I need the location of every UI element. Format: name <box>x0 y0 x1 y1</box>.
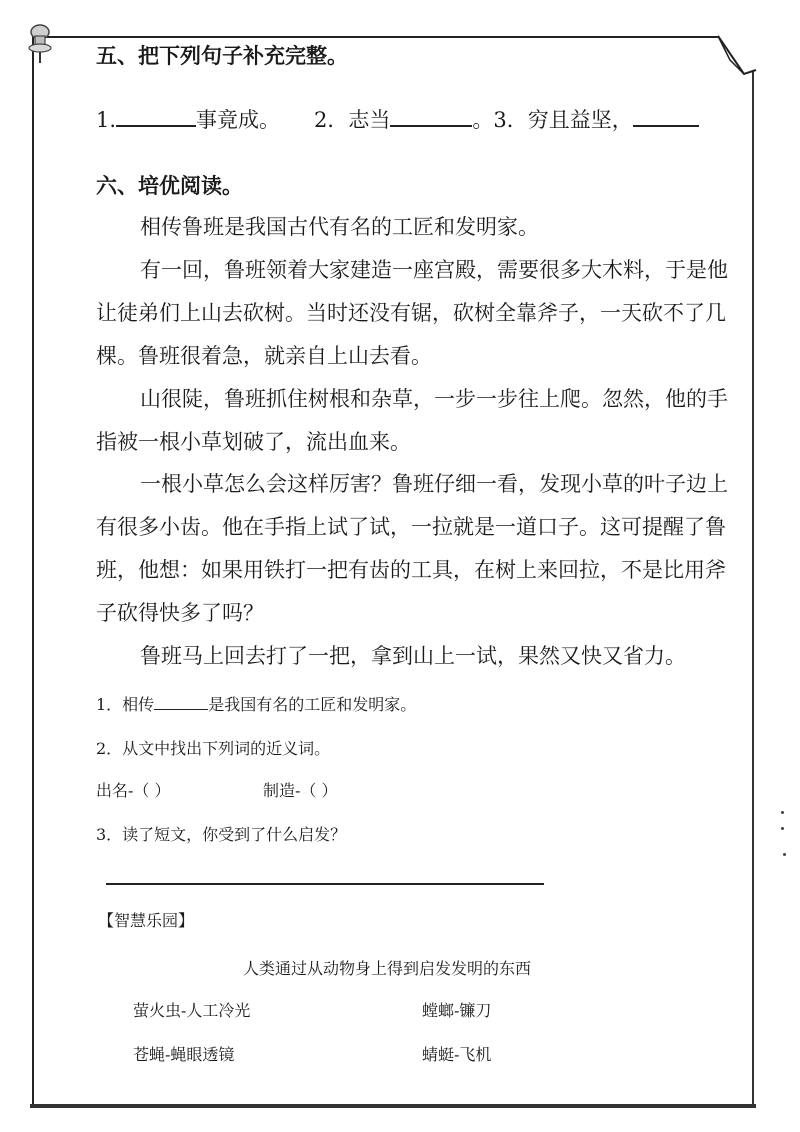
scan-speck <box>783 853 786 856</box>
pushpin-icon <box>26 22 54 64</box>
page-border-bottom <box>30 1104 756 1108</box>
reading-q3: 3．读了短文，你受到了什么启发？ <box>96 825 347 844</box>
page-border-left <box>32 36 34 1104</box>
reading-q1 <box>96 692 416 715</box>
q2-suffix: 。 <box>472 108 494 132</box>
passage-line: 山很陡，鲁班抓住树根和杂草，一步一步往上爬。忽然，他的手 <box>140 387 728 411</box>
q2-prefix: 2．志当 <box>314 108 391 132</box>
wisdom-item: 苍蝇-蝇眼透镜 <box>133 1045 235 1064</box>
synonym-chuming[interactable]: 出名-（ ） <box>96 781 171 800</box>
reading-q1-blank[interactable] <box>154 693 208 710</box>
passage-line: 指被一根小草划破了，流出血来。 <box>96 430 411 454</box>
passage-line: 一根小草怎么会这样厉害？鲁班仔细一看，发现小草的叶子边上 <box>140 472 728 496</box>
reading-q1-prefix: 1．相传 <box>96 695 155 714</box>
passage-line: 相传鲁班是我国古代有名的工匠和发明家。 <box>140 215 539 239</box>
wisdom-subtitle: 人类通过从动物身上得到启发发明的东西 <box>243 959 532 978</box>
reading-q1-suffix: 是我国有名的工匠和发明家。 <box>208 695 417 714</box>
passage-line: 子砍得快多了吗？ <box>96 601 264 625</box>
q2-blank[interactable] <box>390 105 472 127</box>
synonym-zhizao[interactable]: 制造-（ ） <box>263 781 338 800</box>
q3-prefix: 3．穷且益坚， <box>493 108 633 132</box>
section6-title: 六、培优阅读。 <box>96 174 243 198</box>
scan-speck <box>781 811 784 814</box>
q1-prefix: 1. <box>96 108 117 132</box>
page-corner-fold-icon <box>700 30 760 80</box>
q1-blank[interactable] <box>116 105 196 127</box>
fill-sentence-row <box>96 104 699 134</box>
wisdom-item: 萤火虫-人工冷光 <box>133 1001 251 1020</box>
q1-suffix: 事竟成。 <box>196 108 281 132</box>
passage-line: 鲁班马上回去打了一把，拿到山上一试，果然又快又省力。 <box>140 644 686 668</box>
passage-line: 让徒弟们上山去砍树。当时还没有锯，砍树全靠斧子，一天砍不了几 <box>96 301 726 325</box>
wisdom-title: 【智慧乐园】 <box>98 911 195 930</box>
reading-q2: 2．从文中找出下列词的近义词。 <box>96 739 331 758</box>
page-border-right <box>752 70 754 1106</box>
section5-title: 五、把下列句子补充完整。 <box>96 44 348 68</box>
passage-line: 有一回，鲁班领着大家建造一座宫殿，需要很多大木料，于是他 <box>140 258 728 282</box>
passage-line: 有很多小齿。他在手指上试了试，一拉就是一道口子。这可提醒了鲁 <box>96 515 726 539</box>
wisdom-item: 蜻蜓-飞机 <box>422 1045 492 1064</box>
q3-blank[interactable] <box>633 105 699 127</box>
scan-speck <box>781 827 784 830</box>
passage-line: 棵。鲁班很着急，就亲自上山去看。 <box>96 344 432 368</box>
page-border-top <box>32 36 718 38</box>
passage-line: 班，他想：如果用铁打一把有齿的工具，在树上来回拉，不是比用斧 <box>96 558 726 582</box>
answer-line[interactable] <box>106 883 544 885</box>
wisdom-item: 螳螂-镰刀 <box>422 1001 492 1020</box>
